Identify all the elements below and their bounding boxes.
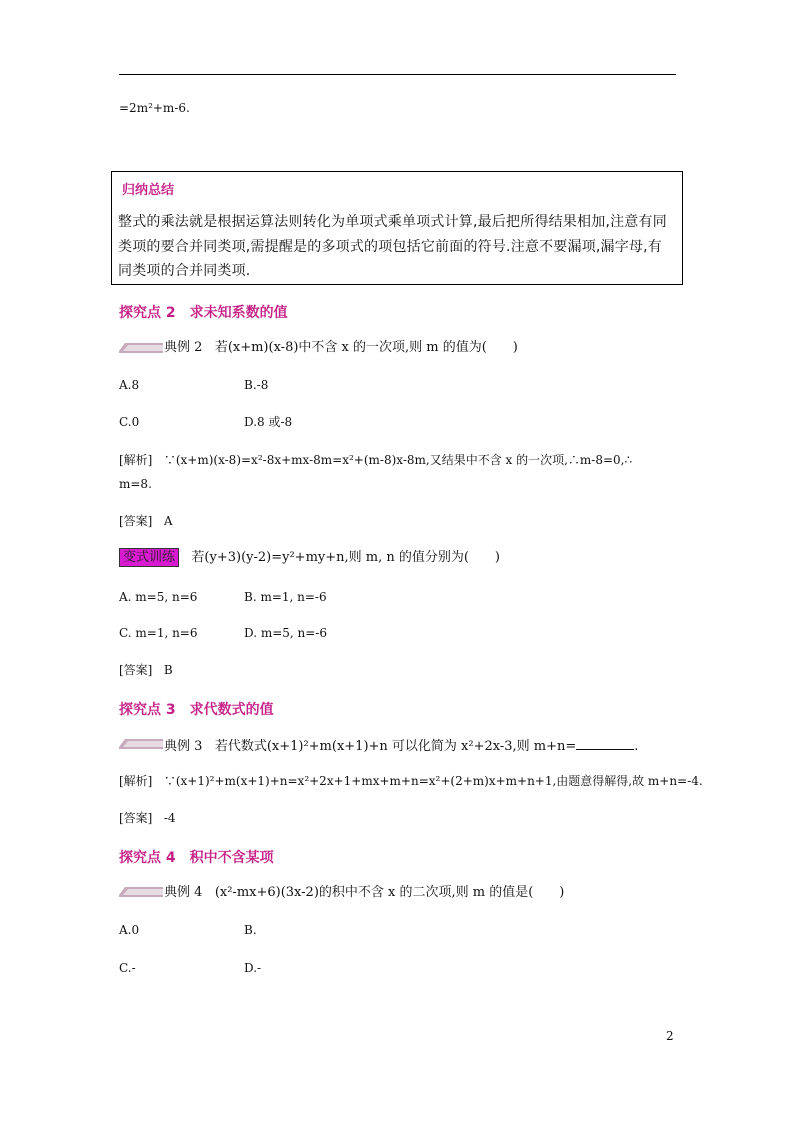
answer-value: B (163, 663, 173, 677)
answer-label: [答案] (119, 811, 153, 825)
variant-option-a: A. m=5, n=6 (119, 590, 198, 604)
variant-label-badge: 变式训练 (119, 548, 179, 567)
section-3-heading: 探究点 3 求代数式的值 (119, 702, 274, 718)
example-4-option-c: C.- (119, 961, 136, 975)
example-3-line (164, 737, 638, 755)
summary-box (111, 171, 683, 285)
example-4-label: 典例 4 (164, 885, 203, 900)
example-3-analysis (119, 774, 703, 789)
answer-label: [答案] (119, 514, 153, 528)
page-number: 2 (666, 1029, 674, 1043)
top-equation: =2m²+m-6. (119, 101, 190, 115)
variant-option-d: D. m=5, n=-6 (244, 626, 327, 640)
example-2-option-d: D.8 或-8 (244, 415, 293, 429)
variant-option-c: C. m=1, n=6 (119, 626, 198, 640)
variant-question: 若(y+3)(y-2)=y²+my+n,则 m, n 的值分别为( ) (191, 550, 501, 565)
analysis-label: [解析] (119, 453, 153, 467)
variant-option-b: B. m=1, n=-6 (244, 590, 327, 604)
example-marker-icon (119, 886, 163, 898)
example-3-question-end: . (634, 739, 639, 754)
example-marker-icon (119, 738, 163, 750)
summary-title: 归纳总结 (122, 183, 175, 198)
answer-blank (576, 737, 634, 750)
variant-line (119, 550, 500, 566)
example-4-option-b: B. (244, 923, 257, 937)
example-2-option-b: B.-8 (244, 378, 269, 392)
summary-body: 整式的乘法就是根据运算法则转化为单项式乘单项式计算,最后把所得结果相加,注意有同类项的要合并同类项,需提醒是的多项式的项包括它前面的符号.注意不要漏项,漏字母,有同类项的合并同类项. (118, 214, 667, 279)
example-4-option-d: D.- (244, 961, 262, 975)
answer-label: [答案] (119, 663, 153, 677)
example-2-line (164, 340, 518, 356)
example-marker-icon (119, 342, 163, 354)
example-4-question: (x²-mx+6)(3x-2)的积中不含 x 的二次项,则 m 的值是( ) (214, 885, 565, 900)
answer-value: -4 (163, 811, 176, 825)
example-3-answer (119, 811, 176, 826)
example-3-question: 若代数式(x+1)²+m(x+1)+n 可以化简为 x²+2x-3,则 m+n= (214, 739, 577, 754)
example-2-analysis-text: ∵(x+m)(x-8)=x²-8x+mx-8m=x²+(m-8)x-8m,又结果中不含 x 的一次项,∴m-8=0,∴ (163, 453, 633, 467)
example-2-analysis-line-2: m=8. (119, 477, 152, 491)
example-3-analysis-text: ∵(x+1)²+m(x+1)+n=x²+2x+1+mx+m+n=x²+(2+m)x+m+n+1,由题意得解得,故 m+n=-4. (163, 774, 703, 788)
section-2-heading: 探究点 2 求未知系数的值 (119, 305, 288, 321)
example-2-question: 若(x+m)(x-8)中不含 x 的一次项,则 m 的值为( ) (214, 340, 518, 355)
analysis-label: [解析] (119, 774, 153, 788)
answer-value: A (163, 514, 173, 528)
example-4-option-a: A.0 (119, 923, 140, 937)
example-3-label: 典例 3 (164, 739, 203, 754)
example-2-option-a: A.8 (119, 378, 140, 392)
section-4-heading: 探究点 4 积中不含某项 (119, 850, 274, 866)
variant-answer (119, 663, 173, 678)
example-2-label: 典例 2 (164, 340, 203, 355)
example-2-analysis-line-1 (119, 453, 632, 468)
example-2-answer (119, 514, 173, 529)
example-4-line (164, 885, 564, 901)
header-rule (119, 74, 676, 75)
example-2-option-c: C.0 (119, 415, 140, 429)
